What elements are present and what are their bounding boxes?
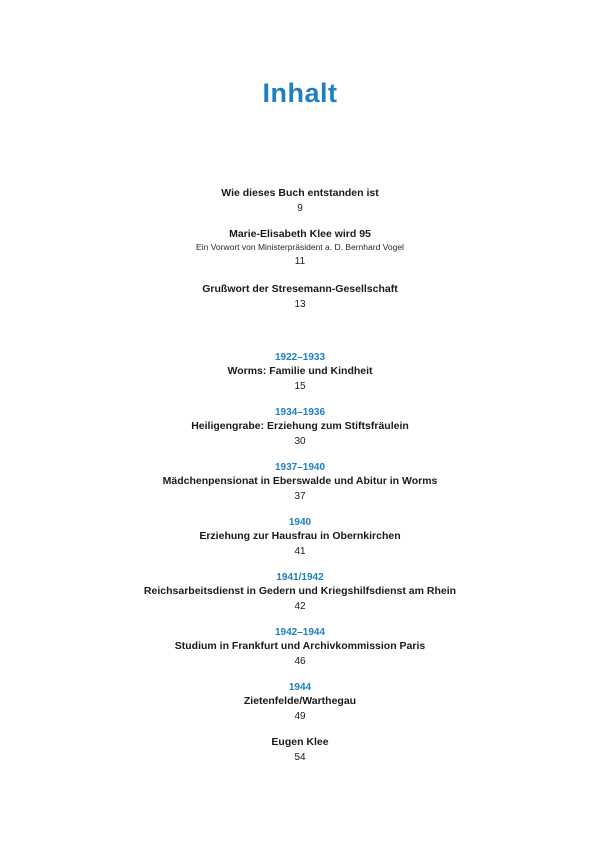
chapter-title: Worms: Familie und Kindheit [227,365,373,377]
chapter-page: 42 [294,601,306,612]
chapter-year: 1942–1944 [274,627,326,638]
toc-chapter-5[interactable] [0,571,600,614]
chapter-title: Reichsarbeitsdienst in Gedern und Kriegshilfsdienst am Rhein [143,585,457,597]
chapter-title: Zietenfelde/Warthegau [243,695,357,707]
chapter-year: 1937–1940 [274,462,326,473]
chapter-title: Heiligengrabe: Erziehung zum Stiftsfräulein [191,420,409,432]
chapter-page: 41 [294,546,306,557]
toc-entry-front-1[interactable] [0,186,600,216]
chapter-title: Studium in Frankfurt und Archivkommission Paris [174,640,426,652]
toc-entry-front-3[interactable] [0,282,600,312]
toc-chapter-7[interactable] [0,681,600,724]
chapter-page: 37 [294,491,306,502]
chapter-year: 1940 [288,517,312,528]
chapter-title: Erziehung zur Hausfrau in Obernkirchen [199,530,401,542]
entry-subtitle: Ein Vorwort von Ministerpräsident a. D. Bernhard Vogel [196,242,404,252]
toc-chapter-1[interactable] [0,351,600,394]
entry-page: 9 [297,203,303,214]
chapter-page: 49 [294,711,306,722]
entry-title: Wie dieses Buch entstanden ist [221,187,379,199]
entry-page: 11 [294,256,306,267]
chapter-title: Eugen Klee [271,736,329,748]
toc-chapter-3[interactable] [0,461,600,504]
chapter-year: 1944 [288,682,312,693]
toc-entry-front-2[interactable] [0,227,600,269]
toc-chapter-4[interactable] [0,516,600,559]
chapter-page: 46 [294,656,306,667]
chapter-year: 1922–1933 [274,352,326,363]
toc-chapter-6[interactable] [0,626,600,669]
chapter-year: 1934–1936 [274,407,326,418]
chapter-page: 30 [294,436,306,447]
chapter-year: 1941/1942 [276,572,324,583]
entry-title: Grußwort der Stresemann-Gesellschaft [202,283,398,295]
chapter-page: 15 [294,381,306,392]
entry-title: Marie-Elisabeth Klee wird 95 [229,228,371,240]
chapter-page: 54 [294,752,306,763]
toc-chapter-2[interactable] [0,406,600,449]
entry-page: 13 [294,299,306,310]
chapter-title: Mädchenpensionat in Eberswalde und Abitur in Worms [162,475,438,487]
toc-chapter-8[interactable] [0,735,600,765]
page-title: Inhalt [262,78,338,108]
